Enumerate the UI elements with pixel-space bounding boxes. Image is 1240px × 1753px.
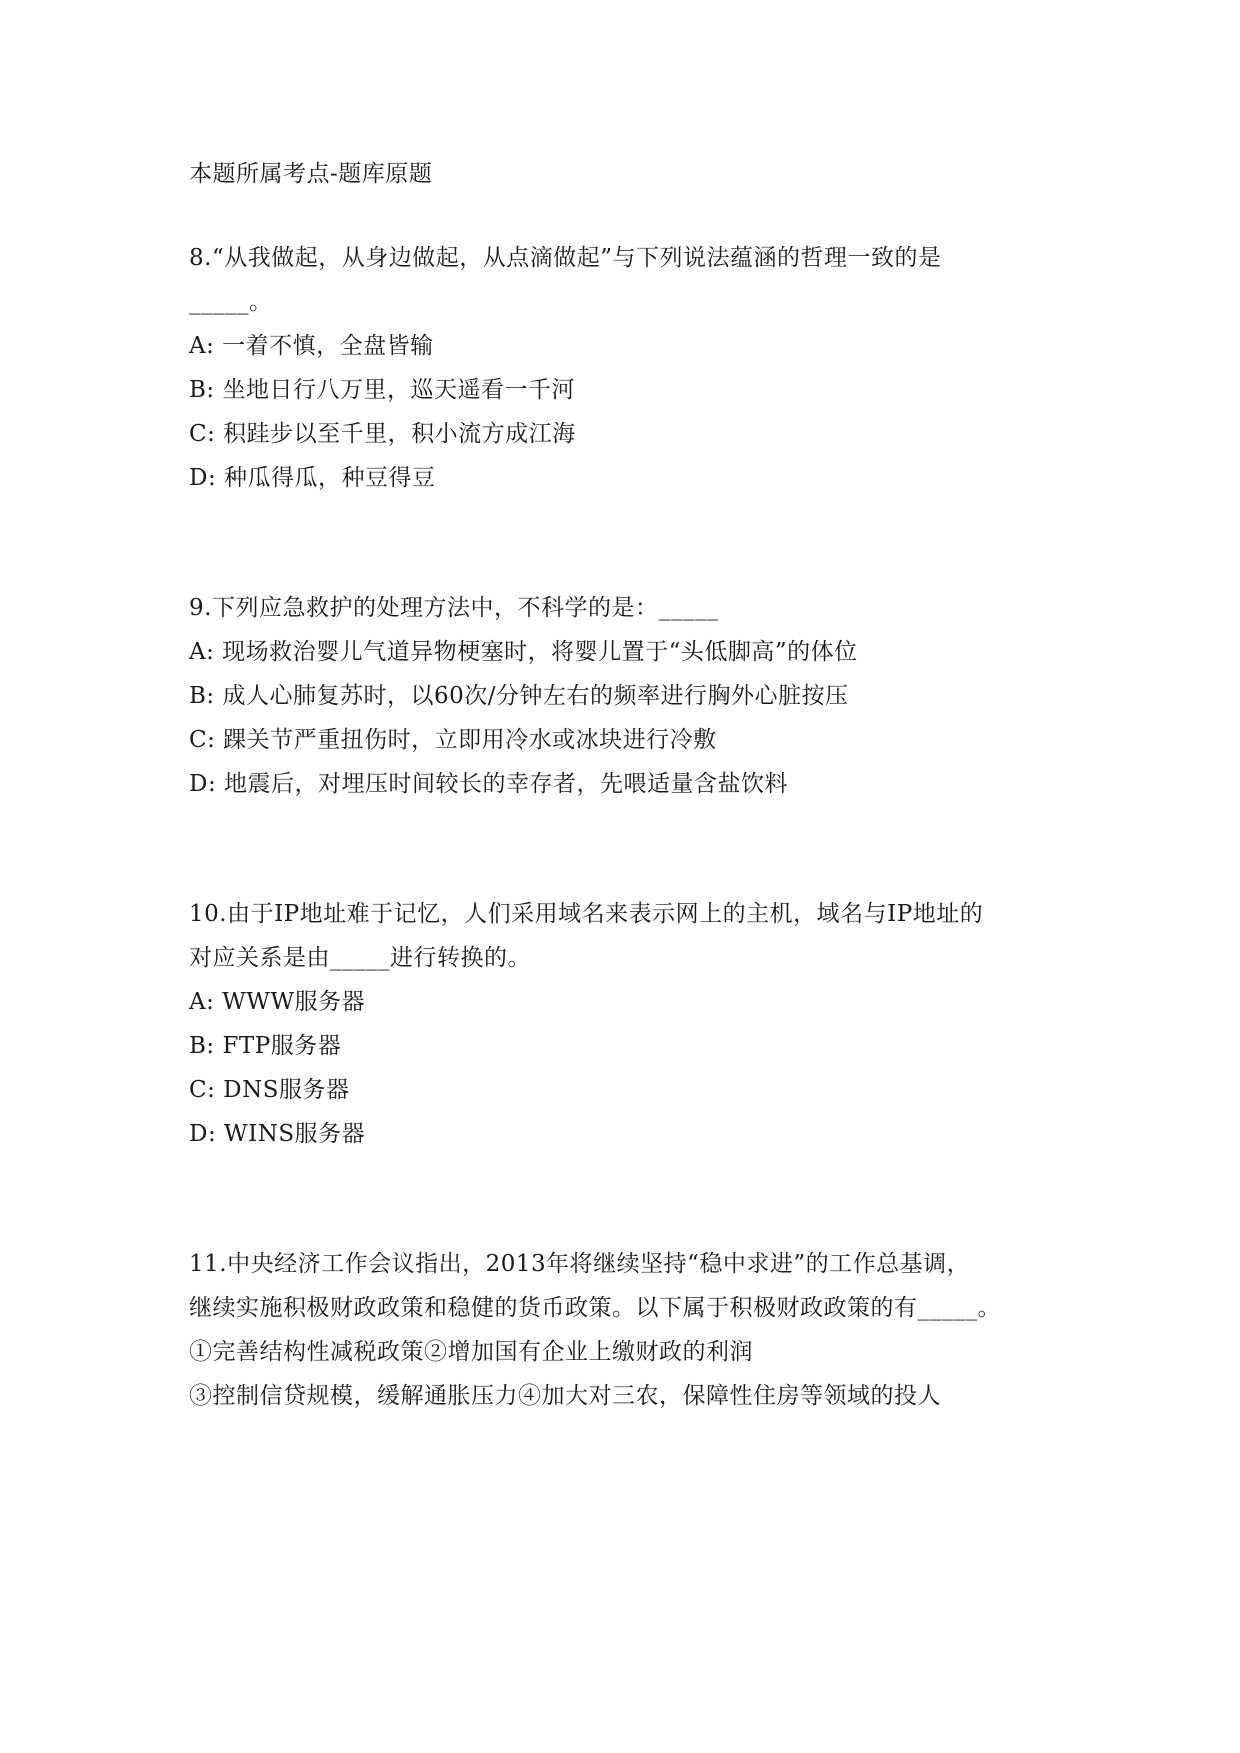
question-8-option-b: B: 坐地日行八万里，巡天遥看一千河: [189, 377, 575, 403]
question-10-option-a: A: WWW服务器: [189, 989, 366, 1015]
question-9-option-b: B: 成人心肺复苏时，以60次/分钟左右的频率进行胸外心脏按压: [189, 683, 849, 709]
question-10-option-d: D: WINS服务器: [189, 1121, 366, 1147]
question-8-option-c: C: 积跬步以至千里，积小流方成江海: [189, 421, 576, 447]
question-10-option-c: C: DNS服务器: [189, 1077, 350, 1103]
question-10-stem-line-2: 对应关系是由_____进行转换的。: [189, 945, 531, 971]
question-9-option-d: D: 地震后，对埋压时间较长的幸存者，先喂适量含盐饮料: [189, 771, 789, 797]
topic-note: 本题所属考点-题库原题: [189, 161, 433, 187]
question-11-stem-line-3: ①完善结构性减税政策②增加国有企业上缴财政的利润: [189, 1339, 753, 1365]
question-11-stem-line-1: 11.中央经济工作会议指出，2013年将继续坚持“稳中求进”的工作总基调，: [189, 1251, 971, 1277]
question-9-option-a: A: 现场救治婴儿气道异物梗塞时，将婴儿置于“头低脚高”的体位: [189, 639, 858, 665]
question-10-option-b: B: FTP服务器: [189, 1033, 342, 1059]
question-8-option-a: A: 一着不慎，全盘皆输: [189, 333, 434, 359]
question-9-stem-line-1: 9.下列应急救护的处理方法中，不科学的是：_____: [189, 595, 719, 621]
question-11-stem-line-4: ③控制信贷规模，缓解通胀压力④加大对三农，保障性住房等领域的投人: [189, 1383, 941, 1409]
question-11-stem-line-2: 继续实施积极财政政策和稳健的货币政策。以下属于积极财政政策的有_____。: [189, 1295, 1001, 1321]
question-8-stem-line-2: _____。: [189, 289, 273, 315]
question-8-option-d: D: 种瓜得瓜，种豆得豆: [189, 465, 436, 491]
question-8-stem-line-1: 8.“从我做起，从身边做起，从点滴做起”与下列说法蕴涵的哲理一致的是: [189, 245, 942, 271]
question-10-stem-line-1: 10.由于IP地址难于记忆，人们采用域名来表示网上的主机，域名与IP地址的: [189, 901, 984, 927]
question-9-option-c: C: 踝关节严重扭伤时，立即用冷水或冰块进行冷敷: [189, 727, 717, 753]
